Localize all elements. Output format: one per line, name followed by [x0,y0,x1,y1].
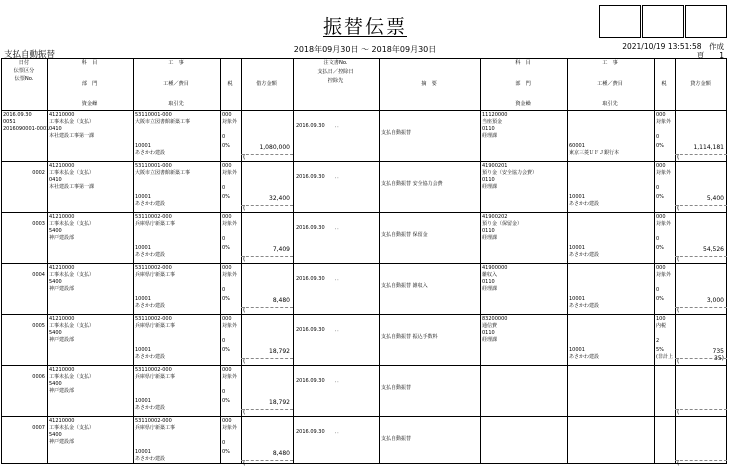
debit-tax-type: 対象外 [222,323,238,329]
debit-construction-name: 兵庫県庁新築工事 [135,323,176,329]
debit-account-line: 工事未払金（支払） [49,119,95,125]
debit-tax-rate: 0% [222,143,230,149]
paren-open: ( [243,358,246,365]
header-slip-no: 伝票No. [14,76,34,82]
credit-vendor-name: 東京三菱ＵＦＪ銀行本 [569,150,620,156]
debit-vendor-name: あさかわ建設 [135,354,166,360]
debit-tax-class: 0 [222,440,226,446]
debit-vendor-code: 10001 [135,194,151,200]
debit-amount: 1,080,000 [259,144,290,151]
debit-construction-name: 大阪市立図書館新築工事 [135,119,191,125]
slip-type: 0007 [32,425,45,431]
column-divider [654,58,655,464]
paren-open: ( [677,460,680,467]
column-divider [133,58,134,464]
credit-account-line: 41900202 [482,214,508,220]
credit-tax-class: 2 [656,338,660,344]
header-date: 日付 [18,60,30,66]
credit-tax-class: 0 [656,236,660,242]
debit-tax-code: 000 [222,265,232,271]
credit-tax-code: 000 [656,112,666,118]
credit-account-line: 41900201 [482,163,508,169]
credit-tax-class: 0 [656,134,660,140]
column-divider [379,58,380,464]
memo-text: 支払自動振替 安全協力会費 [381,181,443,187]
debit-construction-name: 兵庫県庁新築工事 [135,425,176,431]
debit-construction-name: 兵庫県庁新築工事 [135,272,176,278]
debit-vendor-name: あさかわ建設 [135,405,166,411]
memo-text: 支払自動振替 [381,436,412,442]
credit-account-line: 11120000 [482,112,508,118]
credit-account-line: 経理課 [482,133,498,139]
debit-vendor-code: 10001 [135,296,151,302]
row-divider [1,314,727,315]
slip-type: 0003 [32,221,45,227]
period-range: 2018年09月30日 ～ 2018年09月30日 [293,45,437,54]
debit-account-line: 工事未払金（支払） [49,221,95,227]
credit-account-line: 83200000 [482,316,508,322]
debit-tax-code: 000 [222,418,232,424]
credit-vendor-code: 10001 [569,194,585,200]
credit-account-line: 経理課 [482,337,498,343]
debit-account-line: 工事未払金（支払） [49,272,95,278]
credit-tax-note: (非計上 [656,354,673,360]
debit-vendor-name: あさかわ建設 [135,303,166,309]
debit-vendor-code: 10001 [135,449,151,455]
debit-construction-code: 53110002-000 [135,316,172,322]
credit-tax-type: 対象外 [656,170,672,176]
debit-vendor-name: あさかわ建設 [135,201,166,207]
credit-account-line: 0110 [482,177,495,183]
credit-account-line: 経理課 [482,235,498,241]
slip-date: 2016.09.30 [3,112,32,118]
debit-account-line: 41210000 [49,316,75,322]
debit-account-line: 神戸建設部 [49,388,75,394]
credit-amount: 5,400 [706,195,724,202]
memo-text: 支払自動振替 振込手数料 [381,334,438,340]
credit-vendor-name: あさかわ建設 [569,303,600,309]
debit-account-line: 5400 [49,279,62,285]
debit-tax-type: 対象外 [222,170,238,176]
debit-account-line: 41210000 [49,265,75,271]
header-credit-construction: 工 事 [602,60,618,66]
debit-account-line: 41210000 [49,112,75,118]
debit-account-line: 41210000 [49,367,75,373]
column-divider [675,58,676,464]
paren-open: ( [243,154,246,161]
debit-tax-rate: 0% [222,347,230,353]
header-credit-tax: 税 [661,81,667,87]
paren-open: ( [243,409,246,416]
header-debit-work-type: 工種／費目 [163,81,189,87]
debit-construction-code: 53110002-000 [135,418,172,424]
debit-account-line: 5400 [49,432,62,438]
debit-vendor-code: 10001 [135,347,151,353]
debit-construction-code: 53110002-000 [135,367,172,373]
debit-construction-name: 兵庫県庁新築工事 [135,374,176,380]
payment-date: 2016.09.30 ．． [296,123,343,129]
credit-tax-rate: 0% [656,194,664,200]
debit-account-line: 41210000 [49,214,75,220]
debit-tax-rate: 0% [222,194,230,200]
debit-amount: 18,792 [269,399,290,406]
header-credit-department: 部 門 [515,81,531,87]
debit-account-line: 工事未払金（支払） [49,323,95,329]
debit-tax-rate: 0% [222,296,230,302]
debit-account-line: 神戸建設部 [49,286,75,292]
payment-date: 2016.09.30 ．． [296,378,343,384]
column-divider [47,58,48,464]
header-slip-type: 伝票区分 [13,68,35,74]
slip-type: 0051 [3,119,16,125]
header-payment-date: 支払日／控除日 [317,69,354,75]
column-divider [220,58,221,464]
debit-amount: 7,409 [272,246,290,253]
debit-tax-class: 0 [222,236,226,242]
column-divider [567,58,568,464]
credit-vendor-code: 10001 [569,245,585,251]
credit-tax-type: 対象外 [656,119,672,125]
credit-account-line: 0110 [482,330,495,336]
debit-tax-rate: 0% [222,245,230,251]
credit-amount: 54,526 [703,246,724,253]
header-debit-account: 科 目 [81,60,98,66]
header-credit-vendor: 取引先 [602,101,618,107]
document-name: 支払自動振替 [4,50,56,60]
paren-open: ( [243,256,246,263]
debit-account-line: 41210000 [49,163,75,169]
credit-tax-amount: 35) [714,355,724,362]
credit-account-line: 通信費 [482,323,498,329]
credit-account-line: 預り金（安全協力会費） [482,170,538,176]
debit-account-line: 本社建設工事第一課 [49,184,95,190]
credit-tax-rate: 0% [656,143,664,149]
paren-open: ( [243,460,246,467]
header-debit-tax: 税 [227,81,233,87]
row-divider [1,161,727,162]
header-order-no: 注文書No. [323,60,348,66]
paren-open: ( [677,409,680,416]
credit-vendor-code: 10001 [569,347,585,353]
credit-amount: 3,000 [706,297,724,304]
debit-account-line: 5400 [49,381,62,387]
debit-account-line: 41210000 [49,418,75,424]
credit-vendor-name: あさかわ建設 [569,354,600,360]
slip-type: 0005 [32,323,45,329]
payment-date: 2016.09.30 ．． [296,429,343,435]
header-credit-account: 科 目 [515,60,531,66]
memo-text: 支払自動振替 [381,130,412,136]
debit-construction-name: 兵庫県庁新築工事 [135,221,176,227]
page-title: 振替伝票 [322,16,407,38]
debit-tax-type: 対象外 [222,221,238,227]
paren-open: ( [677,358,680,365]
debit-tax-class: 0 [222,185,226,191]
paren-open: ( [677,154,680,161]
debit-vendor-name: あさかわ建設 [135,252,166,258]
row-divider [1,416,727,417]
slip-number: 2016090001-0001 [3,126,50,132]
debit-vendor-code: 10001 [135,245,151,251]
debit-account-line: 神戸建設部 [49,337,75,343]
debit-tax-type: 対象外 [222,425,238,431]
slip-type: 0006 [32,374,45,380]
debit-tax-class: 0 [222,287,226,293]
credit-tax-code: 000 [656,214,666,220]
debit-amount: 8,480 [272,450,290,457]
debit-construction-code: 53110002-000 [135,214,172,220]
debit-account-line: 工事未払金（支払） [49,374,95,380]
credit-tax-type: 内税 [656,323,667,329]
credit-vendor-code: 60001 [569,143,585,149]
debit-tax-code: 000 [222,112,232,118]
header-debit-construction: 工 事 [168,60,184,66]
header-debit-vendor: 取引先 [168,101,184,107]
debit-account-line: 神戸建設部 [49,235,75,241]
paren-open: ( [677,205,680,212]
page-number: 頁 1 [696,51,724,60]
credit-account-line: 預り金（保留金） [482,221,523,227]
credit-vendor-name: あさかわ建設 [569,252,600,258]
column-divider [480,58,481,464]
row-divider [1,212,727,213]
debit-tax-code: 000 [222,367,232,373]
credit-tax-class: 0 [656,287,660,293]
debit-construction-name: 大阪市立図書館新築工事 [135,170,191,176]
credit-tax-class: 0 [656,185,660,191]
credit-amount: 1,114,181 [693,144,724,151]
debit-tax-class: 0 [222,134,226,140]
paren-open: ( [677,256,680,263]
debit-vendor-name: あさかわ建設 [135,456,166,462]
slip-type: 0002 [32,170,45,176]
credit-amount: 735 [712,348,724,355]
debit-amount: 32,400 [269,195,290,202]
credit-account-line: 0110 [482,279,495,285]
debit-tax-type: 対象外 [222,272,238,278]
payment-date: 2016.09.30 ．． [296,327,343,333]
credit-account-line: 0110 [482,126,495,132]
header-deduction-target: 控除先 [327,78,344,84]
debit-tax-rate: 0% [222,449,230,455]
printed-timestamp: 2021/10/19 13:51:58 作成 [622,42,724,51]
header-debit-cashflow: 資金繰 [81,101,98,107]
debit-tax-code: 000 [222,163,232,169]
debit-construction-code: 53110001-000 [135,112,172,118]
credit-tax-rate: 5% [656,347,664,353]
row-divider [1,263,727,264]
credit-account-line: 0110 [482,228,495,234]
paren-open: ( [677,307,680,314]
debit-amount: 8,480 [272,297,290,304]
debit-account-line: 5400 [49,330,62,336]
debit-tax-rate: 0% [222,398,230,404]
debit-tax-code: 000 [222,214,232,220]
debit-vendor-name: あさかわ建設 [135,150,166,156]
header-debit-amount: 借方金額 [256,81,277,87]
debit-account-line: 本社建設工事第一課 [49,133,95,139]
credit-tax-code: 100 [656,316,666,322]
credit-account-line: 経理課 [482,184,498,190]
debit-tax-type: 対象外 [222,374,238,380]
paren-open: ( [243,307,246,314]
approval-stamp-box [642,5,684,38]
paren-open: ( [243,205,246,212]
debit-account-line: 0410 [49,126,62,132]
approval-stamp-box [685,5,727,38]
payment-date: 2016.09.30 ．． [296,276,343,282]
payment-date: 2016.09.30 ．． [296,225,343,231]
debit-vendor-code: 10001 [135,398,151,404]
row-divider [1,365,727,366]
header-memo: 摘 要 [421,81,437,87]
credit-vendor-name: あさかわ建設 [569,201,600,207]
debit-vendor-code: 10001 [135,143,151,149]
header-credit-work-type: 工種／費目 [597,81,623,87]
credit-tax-rate: 0% [656,296,664,302]
debit-construction-code: 53110001-000 [135,163,172,169]
header-bottom-rule [1,110,727,111]
payment-date: 2016.09.30 ．． [296,174,343,180]
header-debit-department: 部 門 [81,81,98,87]
debit-tax-class: 0 [222,338,226,344]
memo-text: 支払自動振替 保留金 [381,232,428,238]
credit-account-line: 41900000 [482,265,508,271]
debit-tax-code: 000 [222,316,232,322]
debit-tax-class: 0 [222,389,226,395]
column-divider [293,58,294,464]
credit-tax-type: 対象外 [656,272,672,278]
credit-tax-code: 000 [656,163,666,169]
credit-vendor-code: 10001 [569,296,585,302]
debit-account-line: 5400 [49,228,62,234]
debit-account-line: 神戸建設部 [49,439,75,445]
slip-type: 0004 [32,272,45,278]
memo-text: 支払自動振替 [381,385,412,391]
debit-account-line: 工事未払金（支払） [49,170,95,176]
column-divider [241,58,242,464]
debit-account-line: 0410 [49,177,62,183]
credit-account-line: 雑収入 [482,272,498,278]
debit-tax-type: 対象外 [222,119,238,125]
debit-amount: 18,792 [269,348,290,355]
credit-tax-code: 000 [656,265,666,271]
debit-account-line: 工事未払金（支払） [49,425,95,431]
credit-tax-rate: 0% [656,245,664,251]
credit-account-line: 経理課 [482,286,498,292]
header-credit-cashflow: 資金繰 [515,101,531,107]
approval-stamp-box [599,5,641,38]
credit-tax-type: 対象外 [656,221,672,227]
memo-text: 支払自動振替 雑収入 [381,283,428,289]
credit-account-line: 当座預金 [482,119,503,125]
header-credit-amount: 貸方金額 [690,81,711,87]
debit-construction-code: 53110002-000 [135,265,172,271]
